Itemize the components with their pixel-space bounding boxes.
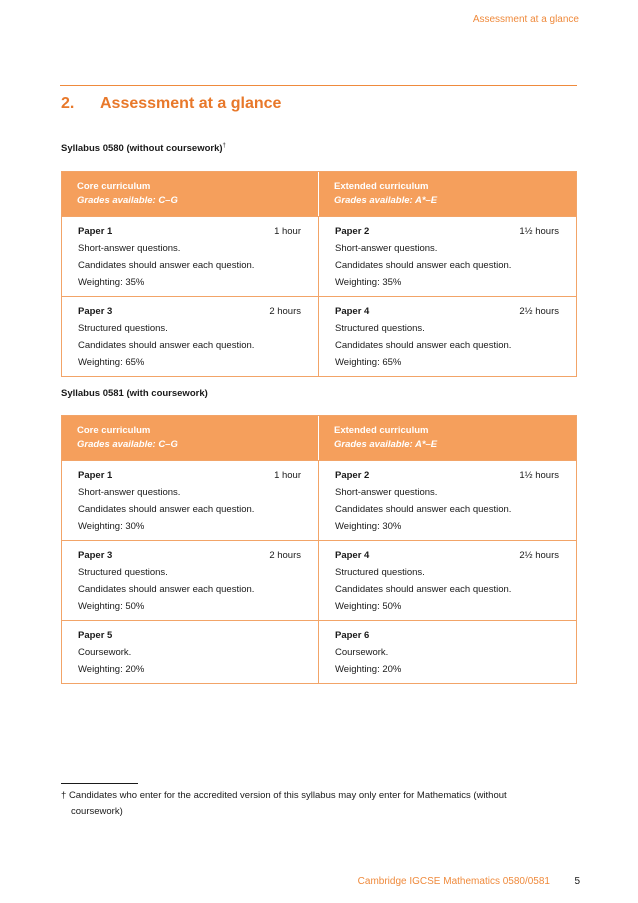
table-row xyxy=(62,296,576,376)
table-header-core xyxy=(62,172,319,216)
section-number: 2. xyxy=(61,95,75,112)
paper-name: Paper 2 xyxy=(335,226,370,237)
paper-description: Short-answer questions. xyxy=(335,243,438,254)
section-title-text: Assessment at a glance xyxy=(100,95,282,112)
paper-duration: 1 hour xyxy=(274,226,301,237)
paper-1-cell xyxy=(62,461,319,540)
table-header-extended xyxy=(319,172,576,216)
paper-instruction: Candidates should answer each question. xyxy=(78,340,255,351)
paper-description: Coursework. xyxy=(78,647,132,658)
paper-instruction: Candidates should answer each question. xyxy=(78,260,255,271)
paper-name: Paper 3 xyxy=(78,550,113,561)
footer-title: Cambridge IGCSE Mathematics 0580/0581 xyxy=(357,876,550,887)
syllabus-0581-table xyxy=(61,415,577,684)
paper-duration: 2 hours xyxy=(269,306,301,317)
syllabus-0580-label-text: Syllabus 0580 (without coursework) xyxy=(61,143,223,155)
top-rule xyxy=(60,85,577,86)
paper-weighting: Weighting: 20% xyxy=(78,664,145,675)
paper-2-cell xyxy=(319,461,576,540)
syllabus-0580-label xyxy=(61,143,226,154)
footnote xyxy=(61,788,581,820)
paper-weighting: Weighting: 50% xyxy=(78,601,145,612)
paper-weighting: Weighting: 50% xyxy=(335,601,402,612)
table-header-core xyxy=(62,416,319,460)
table-row xyxy=(62,460,576,540)
paper-weighting: Weighting: 65% xyxy=(78,357,145,368)
paper-weighting: Weighting: 30% xyxy=(78,521,145,532)
core-grades-available: Grades available: C–G xyxy=(77,195,178,206)
paper-weighting: Weighting: 30% xyxy=(335,521,402,532)
paper-instruction: Candidates should answer each question. xyxy=(335,340,512,351)
paper-1-cell xyxy=(62,217,319,296)
paper-name: Paper 4 xyxy=(335,550,370,561)
paper-description: Short-answer questions. xyxy=(78,487,181,498)
paper-5-cell xyxy=(62,621,319,683)
paper-weighting: Weighting: 35% xyxy=(335,277,402,288)
footnote-rule xyxy=(61,783,138,784)
paper-instruction: Candidates should answer each question. xyxy=(78,504,255,515)
syllabus-0580-table xyxy=(61,171,577,377)
paper-description: Structured questions. xyxy=(335,567,425,578)
running-head: Assessment at a glance xyxy=(472,14,579,25)
paper-instruction: Candidates should answer each question. xyxy=(335,584,512,595)
paper-4-cell xyxy=(319,297,576,376)
page-number: 5 xyxy=(574,876,580,887)
paper-description: Coursework. xyxy=(335,647,389,658)
paper-name: Paper 5 xyxy=(78,630,113,641)
paper-3-cell xyxy=(62,297,319,376)
paper-duration: 1 hour xyxy=(274,470,301,481)
paper-description: Structured questions. xyxy=(78,567,168,578)
footnote-marker: † xyxy=(222,143,226,149)
table-row xyxy=(62,540,576,620)
paper-duration: 1½ hours xyxy=(519,470,559,481)
paper-3-cell xyxy=(62,541,319,620)
table-header xyxy=(62,172,576,216)
paper-name: Paper 3 xyxy=(78,306,113,317)
extended-grades-available: Grades available: A*–E xyxy=(334,195,438,206)
section-title xyxy=(61,95,281,113)
paper-duration: 2½ hours xyxy=(519,306,559,317)
paper-name: Paper 1 xyxy=(78,470,113,481)
core-curriculum-heading: Core curriculum xyxy=(77,181,151,192)
paper-6-cell xyxy=(319,621,576,683)
paper-name: Paper 2 xyxy=(335,470,370,481)
paper-duration: 2½ hours xyxy=(519,550,559,561)
table-row xyxy=(62,620,576,683)
syllabus-0581-label: Syllabus 0581 (with coursework) xyxy=(61,388,208,399)
paper-weighting: Weighting: 65% xyxy=(335,357,402,368)
paper-description: Structured questions. xyxy=(335,323,425,334)
paper-2-cell xyxy=(319,217,576,296)
paper-duration: 1½ hours xyxy=(519,226,559,237)
paper-description: Structured questions. xyxy=(78,323,168,334)
paper-description: Short-answer questions. xyxy=(78,243,181,254)
paper-instruction: Candidates should answer each question. xyxy=(335,260,512,271)
paper-weighting: Weighting: 35% xyxy=(78,277,145,288)
paper-name: Paper 6 xyxy=(335,630,370,641)
table-header xyxy=(62,416,576,460)
table-row xyxy=(62,216,576,296)
footnote-marker: † xyxy=(61,790,67,801)
paper-instruction: Candidates should answer each question. xyxy=(335,504,512,515)
footnote-text: Candidates who enter for the accredited version of this syllabus may only enter for Mathematics (without xyxy=(68,790,507,801)
extended-curriculum-heading: Extended curriculum xyxy=(334,181,429,192)
paper-name: Paper 4 xyxy=(335,306,370,317)
core-grades-available: Grades available: C–G xyxy=(77,439,178,450)
paper-duration: 2 hours xyxy=(269,550,301,561)
extended-curriculum-heading: Extended curriculum xyxy=(334,425,429,436)
paper-4-cell xyxy=(319,541,576,620)
core-curriculum-heading: Core curriculum xyxy=(77,425,151,436)
extended-grades-available: Grades available: A*–E xyxy=(334,439,438,450)
paper-description: Short-answer questions. xyxy=(335,487,438,498)
paper-name: Paper 1 xyxy=(78,226,113,237)
paper-weighting: Weighting: 20% xyxy=(335,664,402,675)
paper-instruction: Candidates should answer each question. xyxy=(78,584,255,595)
footnote-text-continued: coursework) xyxy=(71,806,123,817)
table-header-extended xyxy=(319,416,576,460)
